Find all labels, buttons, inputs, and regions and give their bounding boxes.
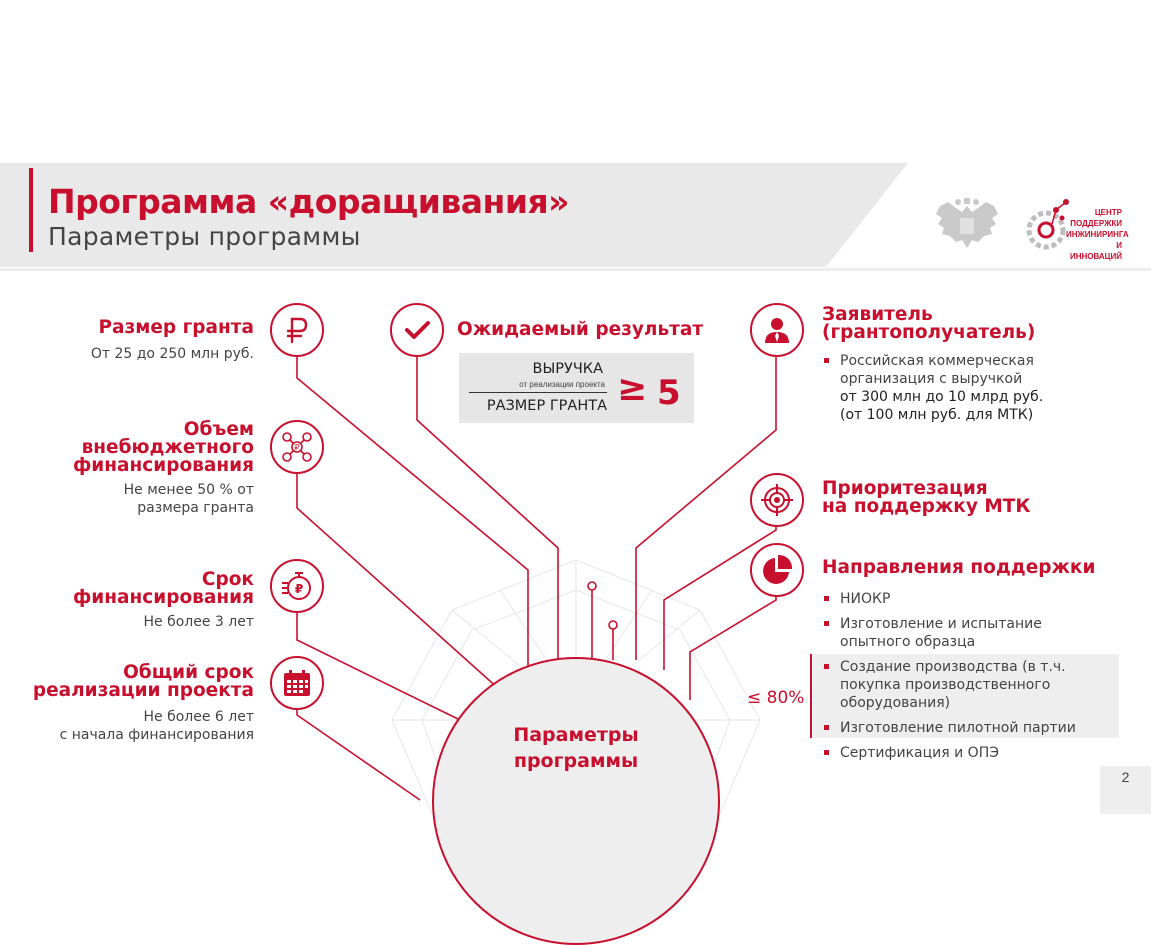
- grant-size-desc: От 25 до 250 млн руб.: [90, 346, 254, 362]
- pie-chart-icon: [750, 543, 804, 597]
- page-title: Программа «доращивания»: [48, 182, 569, 221]
- offbudget-label: Объем внебюджетного финансирования: [72, 419, 254, 476]
- expected-result-label: Ожидаемый результат: [457, 319, 704, 340]
- total-term-desc: Не более 6 лет с начала финансирования: [59, 709, 254, 743]
- fraction-bar: [469, 392, 607, 393]
- list-item: Создание производства (в т.ч. покупка производственного оборудования): [822, 658, 1112, 712]
- ruble-network-icon: [270, 420, 324, 474]
- list-item: НИОКР: [822, 590, 1112, 608]
- center-logo-text: ЦЕНТР ПОДДЕРЖКИ ИНЖИНИРИНГА И ИННОВАЦИЙ: [1066, 208, 1129, 261]
- target-icon: [750, 473, 804, 527]
- funded-items-bracket: [810, 654, 812, 738]
- result-formula: [459, 353, 694, 423]
- calendar-icon: [270, 656, 324, 710]
- directions-label: Направления поддержки: [822, 557, 1096, 578]
- funding-limit: ≤ 80%: [747, 688, 805, 708]
- grant-size-label: Размер гранта: [98, 317, 254, 338]
- svg-text:₽: ₽: [294, 582, 304, 596]
- list-item: Российская коммерческая организация с выручкой от 300 млн до 10 млрд руб. (от 100 млн руб. для МТК): [822, 352, 1082, 424]
- center-title: Параметры программы: [513, 724, 639, 772]
- ruble-icon: [270, 303, 324, 357]
- funding-term-label: Срок финансирования: [72, 569, 254, 608]
- list-item: Изготовление пилотной партии: [822, 719, 1112, 737]
- total-term-label: Общий срок реализации проекта: [32, 662, 254, 701]
- stopwatch-ruble-icon: [270, 559, 324, 613]
- funding-term-desc: Не более 3 лет: [143, 614, 254, 630]
- formula-operator: ≥: [617, 368, 648, 409]
- svg-text:₽: ₽: [294, 443, 300, 452]
- formula-numerator: ВЫРУЧКА: [532, 361, 603, 377]
- applicant-list: [822, 352, 1082, 431]
- formula-denominator: РАЗМЕР ГРАНТА: [486, 398, 607, 414]
- center-circle: [432, 657, 720, 945]
- page-number: 2: [1100, 766, 1151, 814]
- person-icon: [750, 303, 804, 357]
- directions-list: [822, 590, 1112, 769]
- formula-value: 5: [657, 373, 681, 413]
- page-subtitle: Параметры программы: [48, 222, 361, 251]
- list-item: Сертификация и ОПЭ: [822, 744, 1112, 762]
- priority-label: Приоритезация на поддержку МТК: [822, 478, 1031, 517]
- list-item: Изготовление и испытание опытного образца: [822, 615, 1112, 651]
- offbudget-desc: Не менее 50 % от размера гранта: [123, 482, 254, 516]
- applicant-label: Заявитель (грантополучатель): [822, 304, 1036, 343]
- checkmark-icon: [390, 303, 444, 357]
- formula-numerator-note: от реализации проекта: [519, 380, 605, 389]
